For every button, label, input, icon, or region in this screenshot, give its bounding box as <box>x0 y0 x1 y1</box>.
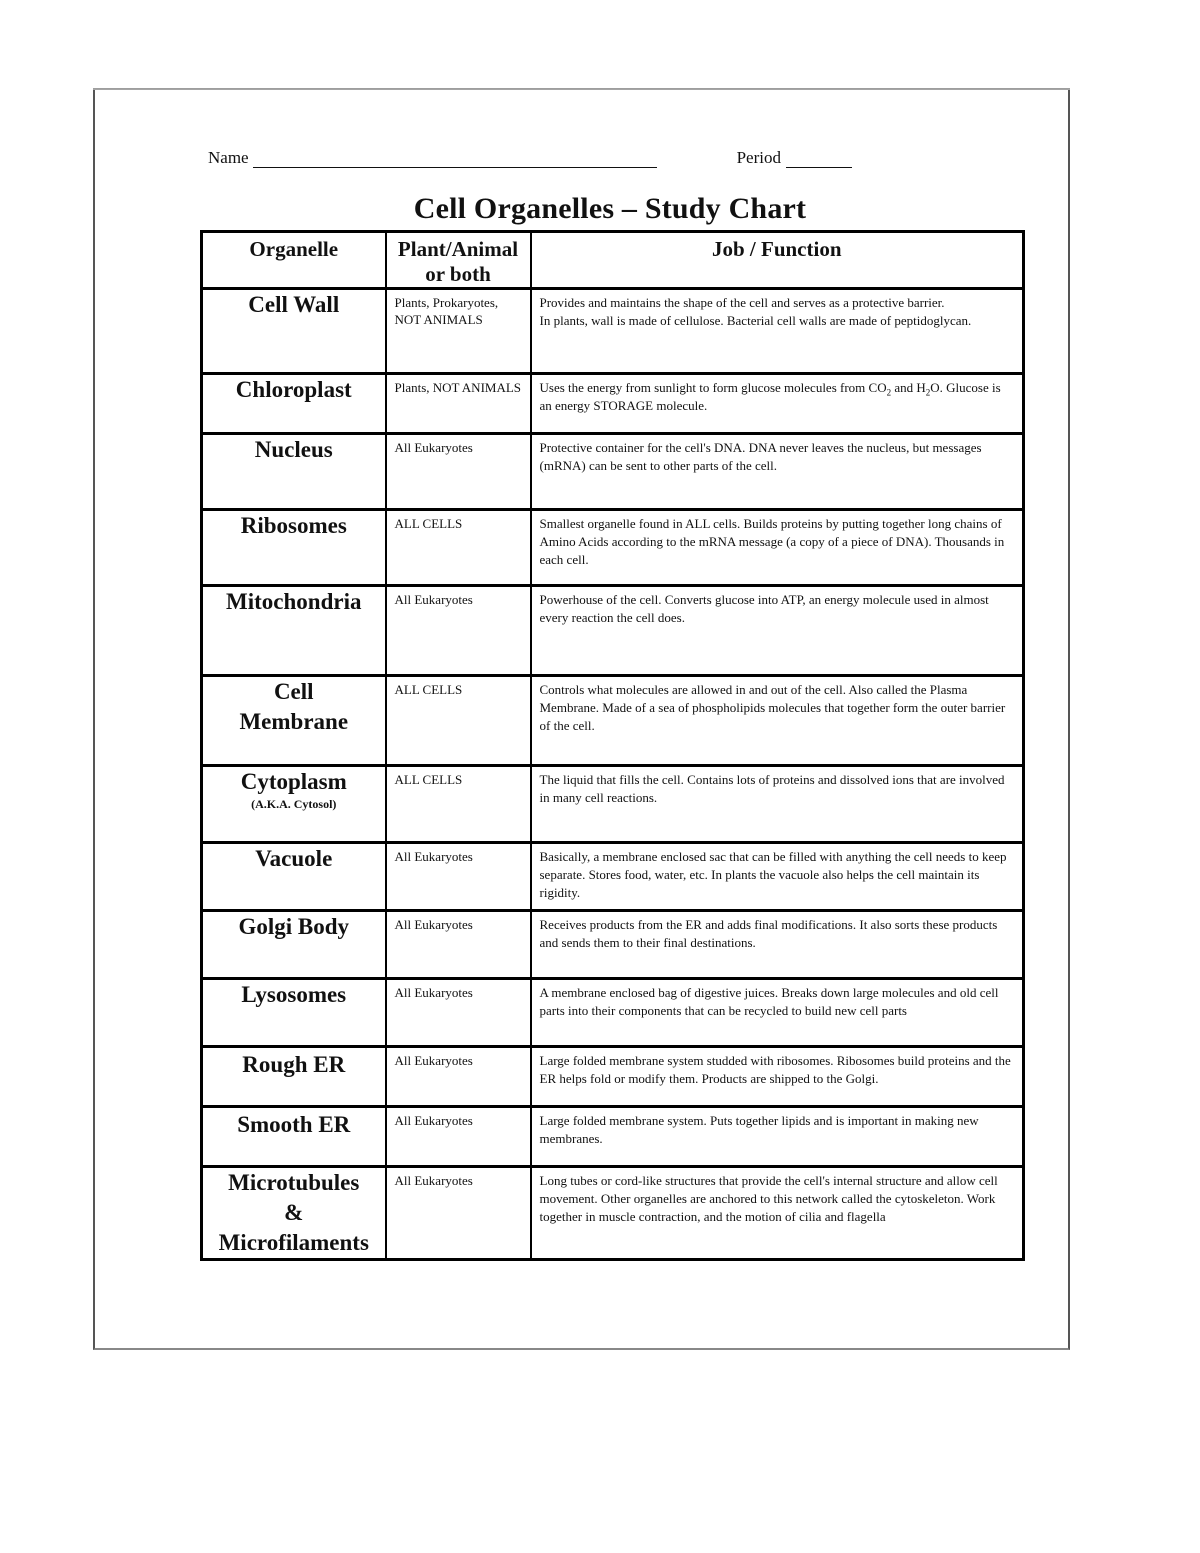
organelle-line: Membrane <box>239 709 349 734</box>
organelle-cell: Lysosomes <box>202 979 386 1047</box>
organelle-cell: Golgi Body <box>202 911 386 979</box>
job-cell: Powerhouse of the cell. Converts glucose into ATP, an energy molecule used in almost every reaction the cell does. <box>531 586 1024 676</box>
table-row <box>202 434 1024 510</box>
where-cell: All Eukaryotes <box>386 843 531 911</box>
table-row <box>202 1167 1024 1260</box>
where-cell: All Eukaryotes <box>386 434 531 510</box>
organelle-line: Cell <box>273 679 314 704</box>
organelle-line: Microfilaments <box>218 1230 369 1255</box>
organelle-alias: (A.K.A. Cytosol) <box>251 797 337 811</box>
organelle-cell: Vacuole <box>202 843 386 911</box>
page-title: Cell Organelles – Study Chart <box>413 192 807 225</box>
job-cell: Large folded membrane system studded with ribosomes. Ribosomes build proteins and the ER helps fold or modify them. Products are shipped to the Golgi. <box>531 1047 1024 1107</box>
table-row <box>202 289 1024 374</box>
job-cell: Controls what molecules are allowed in and out of the cell. Also called the Plasma Membrane. Made of a sea of phospholipids molecules that together form the outer barrier of the cell. <box>531 676 1024 766</box>
where-cell: ALL CELLS <box>386 766 531 843</box>
where-cell: All Eukaryotes <box>386 1047 531 1107</box>
organelle-cell <box>202 1167 386 1260</box>
organelle-chart <box>200 230 1025 1261</box>
organelle-cell <box>202 676 386 766</box>
job-cell: Basically, a membrane enclosed sac that can be filled with anything the cell needs to keep separate. Stores food, water, etc. In plants the vacuole also helps the cell maintain its rigidity. <box>531 843 1024 911</box>
job-cell <box>531 289 1024 374</box>
organelle-cell: Nucleus <box>202 434 386 510</box>
organelle-cell: Ribosomes <box>202 510 386 586</box>
col-organelle-header: Organelle <box>202 232 386 289</box>
organelle-line: & <box>284 1200 304 1225</box>
where-cell: ALL CELLS <box>386 676 531 766</box>
table-row <box>202 1107 1024 1167</box>
table-row <box>202 510 1024 586</box>
name-period-line <box>208 148 852 168</box>
period-label: Period <box>736 148 781 167</box>
col-job-header: Job / Function <box>531 232 1024 289</box>
job-cell: Long tubes or cord-like structures that provide the cell's internal structure and allow cell movement. Other organelles are anchored to this network called the cytoskeleton. Work together in muscle contraction, and the motion of cilia and flagella <box>531 1167 1024 1260</box>
job-cell: Smallest organelle found in ALL cells. Builds proteins by putting together long chains of Amino Acids according to the mRNA message (a copy of a piece of DNA). Thousands in each cell. <box>531 510 1024 586</box>
where-cell: All Eukaryotes <box>386 979 531 1047</box>
where-cell: All Eukaryotes <box>386 1107 531 1167</box>
table-row <box>202 676 1024 766</box>
job-text: Uses the energy from sunlight to form glucose molecules from CO <box>539 380 887 395</box>
organelle-cell: Chloroplast <box>202 374 386 434</box>
job-text: and H <box>891 380 926 395</box>
where-cell: All Eukaryotes <box>386 911 531 979</box>
subscript: 2 <box>925 387 931 398</box>
table-row <box>202 843 1024 911</box>
job-cell: Large folded membrane system. Puts together lipids and is important in making new membranes. <box>531 1107 1024 1167</box>
job-cell: Receives products from the ER and adds final modifications. It also sorts these products and sends them to their final destinations. <box>531 911 1024 979</box>
job-text: Provides and maintains the shape of the cell and serves as a protective barrier. <box>539 295 945 310</box>
table-row <box>202 911 1024 979</box>
job-text: In plants, wall is made of cellulose. Bacterial cell walls are made of peptidoglycan. <box>539 313 972 328</box>
table-row <box>202 586 1024 676</box>
table-row <box>202 979 1024 1047</box>
organelle-cell: Smooth ER <box>202 1107 386 1167</box>
where-cell: Plants, NOT ANIMALS <box>386 374 531 434</box>
col-plant-animal-line2: or both <box>425 262 491 286</box>
job-cell: The liquid that fills the cell. Contains lots of proteins and dissolved ions that are involved in many cell reactions. <box>531 766 1024 843</box>
table-row <box>202 374 1024 434</box>
name-label: Name <box>208 148 249 167</box>
col-plant-animal-line1: Plant/Animal <box>397 237 519 261</box>
table-row <box>202 1047 1024 1107</box>
organelle-cell: Cell Wall <box>202 289 386 374</box>
organelle-cell: Mitochondria <box>202 586 386 676</box>
col-plant-animal-header <box>386 232 531 289</box>
period-blank <box>786 149 852 168</box>
header-row <box>202 232 1024 289</box>
table-row <box>202 766 1024 843</box>
organelle-line: Microtubules <box>228 1170 360 1195</box>
subscript: 2 <box>886 387 892 398</box>
where-cell: ALL CELLS <box>386 510 531 586</box>
where-cell: Plants, Prokaryotes, NOT ANIMALS <box>386 289 531 374</box>
where-cell: All Eukaryotes <box>386 586 531 676</box>
job-cell: A membrane enclosed bag of digestive juices. Breaks down large molecules and old cell parts into their components that can be recycled to build new cell parts <box>531 979 1024 1047</box>
job-cell <box>531 374 1024 434</box>
organelle-cell: Rough ER <box>202 1047 386 1107</box>
where-cell: All Eukaryotes <box>386 1167 531 1260</box>
organelle-line: Cytoplasm <box>240 769 347 794</box>
name-blank <box>253 149 657 168</box>
organelle-cell <box>202 766 386 843</box>
job-cell: Protective container for the cell's DNA. DNA never leaves the nucleus, but messages (mRNA) can be sent to other parts of the cell. <box>531 434 1024 510</box>
job-text: O. Glucose is an energy STORAGE molecule. <box>539 380 1001 413</box>
